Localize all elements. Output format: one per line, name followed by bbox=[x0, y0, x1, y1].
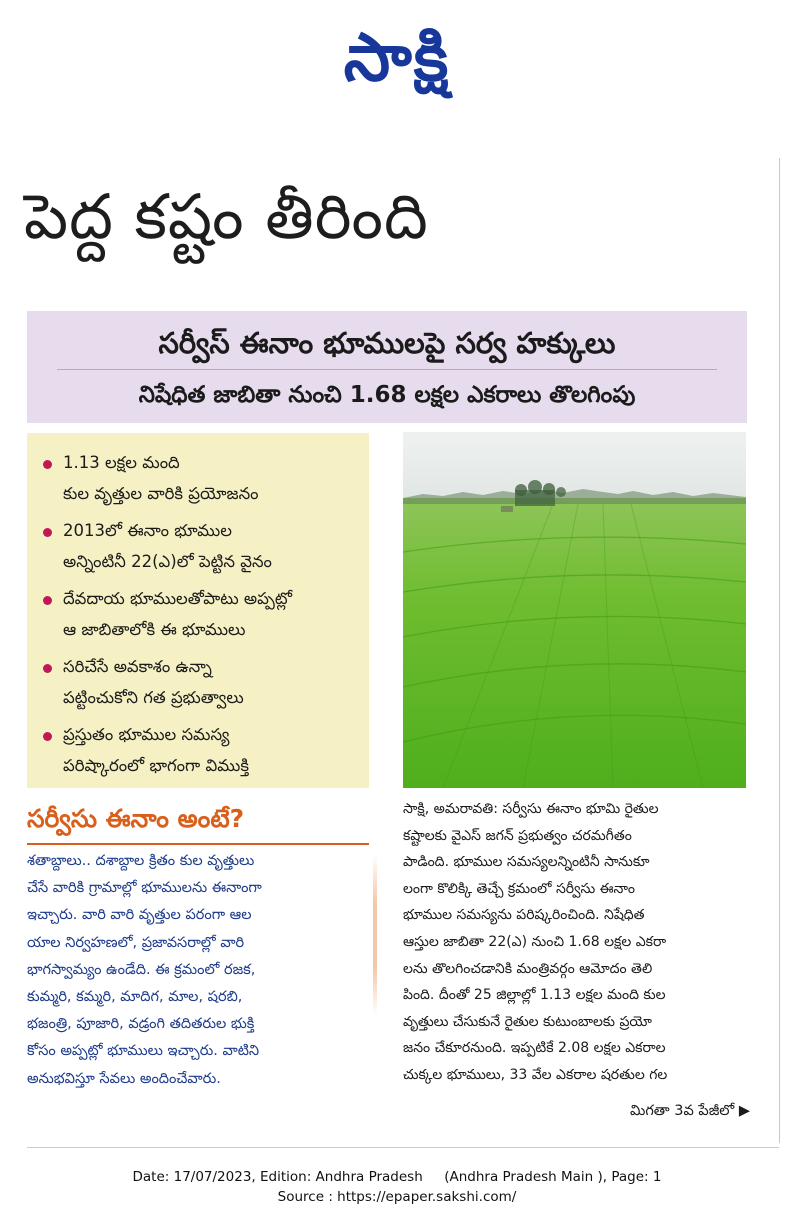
highlight-line: ఆ జాబితాలోకి ఈ భూములు bbox=[63, 620, 246, 639]
article-line: పింది. దీంతో 25 జిల్లాల్లో 1.13 లక్షల మంది కుల bbox=[403, 987, 666, 1004]
highlight-line: అన్నింటినీ 22(ఎ)లో పెట్టిన వైనం bbox=[63, 552, 272, 571]
sidebar-line: ఇచ్చారు. వారి వారి వృత్తుల పరంగా ఆల bbox=[27, 907, 252, 924]
article-line: వృత్తులు చేసుకునే రైతుల కుటుంబాలకు ప్రయో bbox=[403, 1013, 652, 1030]
sidebar-line: కోసం అప్పట్లో భూములు ఇచ్చారు. వాటిని bbox=[27, 1043, 260, 1060]
subheading-primary: సర్వీస్‌ ఈనాం భూములపై సర్వ హక్కులు bbox=[158, 326, 616, 360]
sidebar-title: సర్వీసు ఈనాం అంటే? bbox=[27, 804, 245, 833]
subheading-divider bbox=[57, 369, 717, 370]
highlight-item bbox=[41, 719, 359, 781]
article-line: లంగా కొలిక్కి తెచ్చే క్రమంలో సర్వీసు ఈనాం bbox=[403, 880, 636, 897]
bullet-dot bbox=[43, 732, 52, 741]
highlight-line: కుల వృత్తుల వారికి ప్రయోజనం bbox=[63, 484, 259, 503]
highlight-line: సరిచేసే అవకాశం ఉన్నా bbox=[63, 657, 212, 676]
continued-on-page-link[interactable]: మిగతా 3వ పేజీలో ▶ bbox=[630, 1103, 750, 1119]
subheading-secondary: నిషేధిత జాబితా నుంచి 1.68 లక్షల ఎకరాలు తొలగింపు bbox=[138, 382, 636, 408]
column-rule bbox=[779, 158, 780, 1143]
sidebar-line: యాల నిర్వహణలో, ప్రజావసరాల్లో వారి bbox=[27, 934, 245, 951]
article-line: లను తొలగించడానికి మంత్రివర్గం ఆమోదం తెలి bbox=[403, 960, 653, 977]
article-line: పాడింది. భూముల సమస్యలన్నింటినీ సానుకూ bbox=[403, 854, 650, 871]
bullet-dot bbox=[43, 596, 52, 605]
article-line: జనం చేకూరనుంది. ఇప్పటికే 2.08 లక్షల ఎకరాల bbox=[403, 1040, 666, 1057]
footer-divider bbox=[27, 1147, 779, 1148]
highlight-item bbox=[41, 583, 359, 645]
highlight-line: ప్రస్తుతం భూముల సమస్య bbox=[63, 725, 230, 744]
bullet-dot bbox=[43, 460, 52, 469]
sidebar-line: భజంత్రి, పూజారి, వడ్రంగి తదితరుల భుక్తి bbox=[27, 1016, 255, 1033]
sidebar-line: భాగస్వామ్యం ఉండేది. ఈ క్రమంలో రజక, bbox=[27, 961, 256, 978]
sidebar-title-divider bbox=[27, 843, 369, 845]
highlights-box bbox=[27, 433, 369, 788]
subheading-box bbox=[27, 311, 747, 423]
sidebar-accent-bar bbox=[373, 855, 377, 1015]
footer-edition-info: Date: 17/07/2023, Edition: Andhra Pradesh (Andhra Pradesh Main ), Page: 1 bbox=[132, 1169, 662, 1185]
highlight-item bbox=[41, 651, 359, 713]
article-line: సాక్షి, అమరావతి: సర్వీసు ఈనాం భూమి రైతుల bbox=[403, 801, 659, 817]
bullet-dot bbox=[43, 664, 52, 673]
page-footer bbox=[0, 1167, 794, 1207]
article-line: కష్టాలకు వైఎస్‌ జగన్‌ ప్రభుత్వం చరమగీతం bbox=[403, 827, 632, 844]
highlight-line: పట్టించుకోని గత ప్రభుత్వాలు bbox=[63, 688, 244, 707]
sidebar-line: చేసే వారికి గ్రామాల్లో భూములను ఈనాంగా bbox=[27, 880, 262, 897]
bullet-dot bbox=[43, 528, 52, 537]
sidebar-line: కుమ్మరి, కమ్మరి, మాదిగ, మాల, షరబి, bbox=[27, 989, 243, 1006]
highlight-line: దేవదాయ భూములతోపాటు అప్పట్లో bbox=[63, 589, 292, 608]
sidebar-line: అనుభవిస్తూ సేవలు అందించేవారు. bbox=[27, 1070, 221, 1087]
article-line: చుక్కల భూములు, 33 వేల ఎకరాల షరతుల గల bbox=[403, 1066, 668, 1083]
sidebar-line: శతాబ్దాలు.. దశాబ్దాల క్రితం కుల వృత్తులు bbox=[27, 853, 255, 869]
highlight-line: పరిష్కారంలో భాగంగా విముక్తి bbox=[63, 756, 249, 775]
page-headline: పెద్ద కష్టం తీరింది bbox=[24, 180, 429, 253]
highlight-line: 2013లో ఈనాం భూముల bbox=[63, 521, 232, 540]
highlight-item bbox=[41, 447, 359, 509]
footer-source-link[interactable]: Source : https://epaper.sakshi.com/ bbox=[277, 1189, 517, 1205]
sidebar-body bbox=[27, 848, 357, 1093]
article-line: భూముల సమస్యను పరిష్కరించింది. నిషేధిత bbox=[403, 907, 645, 924]
sakshi-logo: సాక్షి bbox=[343, 19, 451, 96]
paddy-field-photo bbox=[403, 432, 746, 788]
article-body bbox=[403, 796, 749, 1089]
highlight-line: 1.13 లక్షల మంది bbox=[63, 453, 180, 472]
article-line: ఆస్తుల జాబితా 22(ఎ) నుంచి 1.68 లక్షల ఎకరా bbox=[403, 933, 667, 950]
highlight-item bbox=[41, 515, 359, 577]
